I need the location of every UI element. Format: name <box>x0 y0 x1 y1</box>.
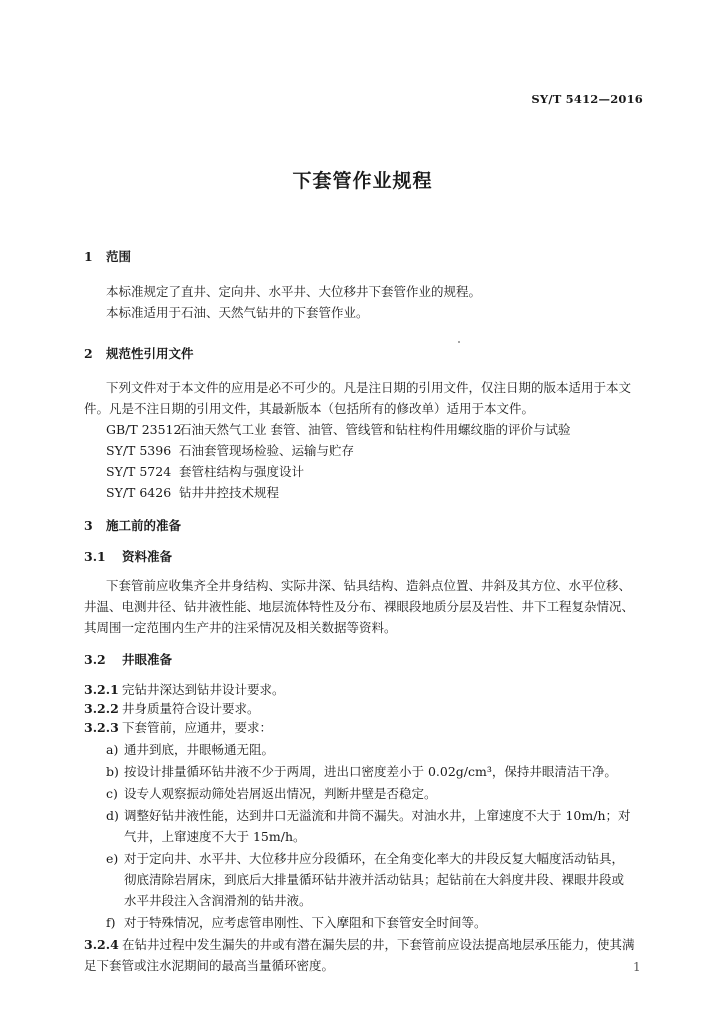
clause-item <box>84 718 272 736</box>
list-text: 调整好钻井液性能，达到井口无溢流和井筒不漏失。对油水井，上窜速度不大于 10m/h；对 <box>124 808 631 823</box>
reference-row <box>106 420 570 438</box>
paragraph: 本标准规定了直井、定向井、水平井、大位移井下套管作业的规程。 <box>106 284 482 299</box>
list-marker: d) <box>106 808 119 823</box>
list-marker: b) <box>106 764 119 779</box>
list-text: 设专人观察振动筛处岩屑返出情况，判断井壁是否稳定。 <box>124 786 437 801</box>
list-marker: e) <box>106 851 119 866</box>
paragraph: 井温、电测井径、钻井液性能、地层流体特性及分布、裸眼段地质分层及岩性、井下工程复杂情况、 <box>84 599 635 614</box>
clause-text: 完钻井深达到钻井设计要求。 <box>122 682 285 697</box>
list-marker: c) <box>106 786 118 801</box>
paragraph: 下套管前应收集齐全井身结构、实际井深、钻具结构、造斜点位置、井斜及其方位、水平位移、 <box>106 578 632 593</box>
list-item-e <box>106 849 624 867</box>
page-number: 1 <box>633 960 641 974</box>
paragraph: 其周围一定范围内生产井的注采情况及相关数据等资料。 <box>84 620 397 635</box>
list-item-e-continuation: 彻底清除岩屑床，到底后大排量循环钻井液并活动钻具；起钻前在大斜度井段、裸眼井段或 <box>124 872 625 887</box>
list-item-e-continuation: 水平井段注入含润滑剂的钻井液。 <box>124 893 312 908</box>
reference-title: 石油套管现场检验、运输与贮存 <box>179 443 355 458</box>
standard-code: SY/T 5412—2016 <box>531 92 643 106</box>
list-item-d <box>106 806 631 824</box>
list-text: 对于特殊情况，应考虑管串刚性、下入摩阻和下套管安全时间等。 <box>124 915 487 930</box>
clause-text-continuation: 足下套管或注水泥期间的最高当量循环密度。 <box>84 958 335 973</box>
section-heading-2 <box>84 344 194 362</box>
subsection-title: 资料准备 <box>122 549 173 564</box>
document-title: 下套管作业规程 <box>292 170 433 192</box>
list-text: 通井到底，井眼畅通无阻。 <box>124 742 275 757</box>
paragraph: 本标准适用于石油、天然气钻井的下套管作业。 <box>106 305 369 320</box>
list-item-a <box>106 740 274 758</box>
section-title: 范围 <box>106 249 132 264</box>
clause-text: 下套管前，应通井，要求： <box>122 720 273 735</box>
list-item-c <box>106 784 437 802</box>
reference-title: 石油天然气工业 套管、油管、管线管和钻柱构件用螺纹脂的评价与试验 <box>179 422 571 437</box>
section-title: 施工前的准备 <box>106 518 182 533</box>
clause-number: 3.2.4 <box>84 937 119 952</box>
reference-code: SY/T 6426 <box>106 485 172 500</box>
paragraph: 下列文件对于本文件的应用是必不可少的。凡是注日期的引用文件，仅注日期的版本适用于本文 <box>106 380 632 395</box>
section-number: 1 <box>84 249 93 264</box>
clause-text: 井身质量符合设计要求。 <box>122 701 260 716</box>
reference-code: GB/T 23512 <box>106 422 182 437</box>
clause-number: 3.2.1 <box>84 682 119 697</box>
list-item-d-continuation: 气井，上窜速度不大于 15m/h。 <box>124 829 306 844</box>
clause-item <box>84 699 260 717</box>
clause-item <box>84 935 635 953</box>
subsection-number: 3.1 <box>84 549 106 564</box>
clause-item <box>84 680 285 698</box>
list-marker: a) <box>106 742 119 757</box>
clause-number: 3.2.2 <box>84 701 119 716</box>
list-text: 按设计排量循环钻井液不少于两周，进出口密度差小于 0.02g/cm³，保持井眼清洁干净。 <box>124 764 617 779</box>
list-marker: f) <box>106 915 116 930</box>
subsection-title: 井眼准备 <box>122 652 173 667</box>
reference-title: 钻井井控技术规程 <box>179 485 280 500</box>
reference-code: SY/T 5396 <box>106 443 172 458</box>
reference-row <box>106 462 304 480</box>
list-text: 对于定向井、水平井、大位移井应分段循环，在全角变化率大的井段反复大幅度活动钻具， <box>124 851 625 866</box>
section-number: 2 <box>84 346 93 361</box>
reference-row <box>106 483 279 501</box>
reference-code: SY/T 5724 <box>106 464 172 479</box>
reference-title: 套管柱结构与强度设计 <box>179 464 305 479</box>
section-number: 3 <box>84 518 93 533</box>
list-item-f <box>106 913 487 931</box>
clause-number: 3.2.3 <box>84 720 119 735</box>
subsection-heading-3-2 <box>84 650 172 668</box>
clause-text: 在钻井过程中发生漏失的井或有潜在漏失层的井，下套管前应设法提高地层承压能力，使其满 <box>122 937 635 952</box>
section-title: 规范性引用文件 <box>106 346 194 361</box>
section-heading-1 <box>84 247 131 265</box>
subsection-number: 3.2 <box>84 652 106 667</box>
subsection-heading-3-1 <box>84 547 172 565</box>
reference-row <box>106 441 354 459</box>
section-heading-3 <box>84 516 181 534</box>
scan-speck <box>458 341 460 343</box>
paragraph: 件。凡是不注日期的引用文件，其最新版本（包括所有的修改单）适用于本文件。 <box>84 401 535 416</box>
list-item-b <box>106 762 617 780</box>
